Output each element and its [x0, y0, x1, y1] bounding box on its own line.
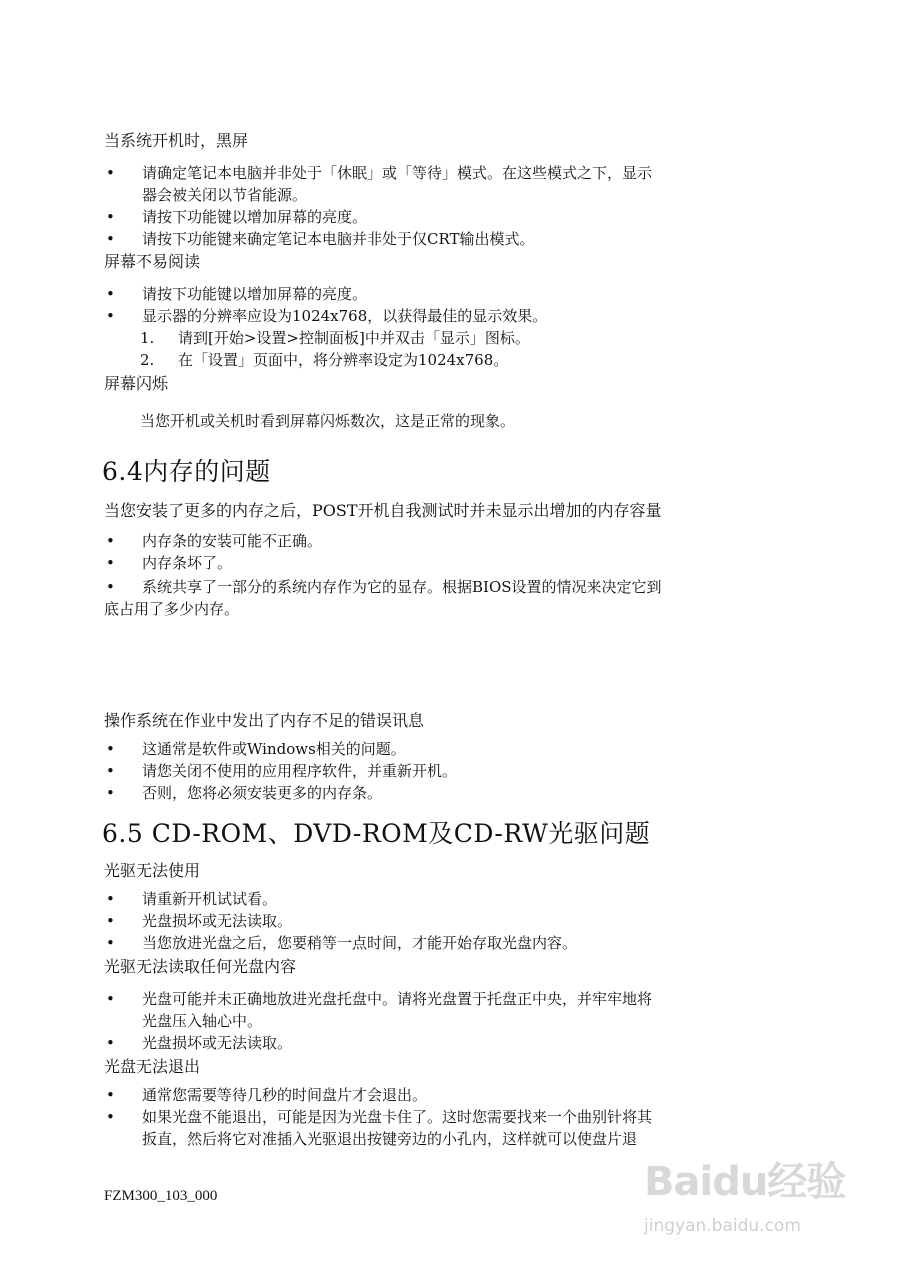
list-item-text: 通常您需要等待几秒的时间盘片才会退出。: [142, 1086, 428, 1104]
bullet-icon: •: [106, 784, 115, 802]
bullet-icon: •: [106, 1034, 115, 1052]
heading-screen-hard-to-read: 屏幕不易阅读: [104, 252, 201, 271]
heading-screen-flicker: 屏幕闪烁: [104, 374, 169, 393]
bullet-icon: •: [106, 164, 115, 182]
heading-black-screen: 当系统开机时，黑屏: [104, 131, 249, 150]
baidu-logo-icon: Baidu经验: [644, 1159, 846, 1205]
bullet-icon: •: [106, 532, 115, 550]
list-item-text: 光盘压入轴心中。: [142, 1012, 263, 1030]
list-item-text: 如果光盘不能退出，可能是因为光盘卡住了。这时您需要找来一个曲别针将其: [142, 1108, 653, 1126]
list-item-text: 光盘损坏或无法读取。: [142, 1034, 293, 1052]
baidu-jingyan-watermark: [644, 1150, 864, 1250]
bullet-icon: •: [106, 285, 115, 303]
bullet-icon: •: [106, 1108, 115, 1126]
list-item-continuation: 底占用了多少内存。: [104, 600, 240, 618]
numbered-item: [140, 327, 530, 349]
item-number: 1.: [140, 329, 155, 347]
list-item-text: 请确定笔记本电脑并非处于「休眠」或「等待」模式。在这些模式之下，显示: [142, 164, 653, 182]
list-item-text: 请您关闭不使用的应用程序软件，并重新开机。: [142, 762, 458, 780]
heading-drive-not-working: 光驱无法使用: [104, 861, 201, 880]
list-item-text: 器会被关闭以节省能源。: [142, 186, 308, 204]
bullet-icon: •: [106, 740, 115, 758]
list-item-text: 这通常是软件或Windows相关的问题。: [142, 740, 406, 758]
bullet-icon: •: [106, 230, 115, 248]
bullet-icon: •: [106, 307, 115, 325]
heading-cannot-read-disc: 光驱无法读取任何光盘内容: [104, 957, 297, 976]
list-item-text: 请按下功能键来确定笔记本电脑并非处于仅CRT输出模式。: [142, 230, 535, 248]
bullet-icon: •: [106, 554, 115, 572]
bullet-icon: •: [106, 912, 115, 930]
list-item-text: 请按下功能键以增加屏幕的亮度。: [142, 285, 368, 303]
numbered-item-text: 请到[开始>设置>控制面板]中并双击「显示」图标。: [178, 329, 530, 347]
paragraph: 当您开机或关机时看到屏幕闪烁数次，这是正常的现象。: [140, 412, 516, 430]
bullet-icon: •: [106, 208, 115, 226]
numbered-item: [140, 349, 508, 371]
page-footer-code: FZM300_103_000: [104, 1188, 218, 1204]
list-item-text: 当您放进光盘之后，您要稍等一点时间，才能开始存取光盘内容。: [142, 934, 578, 952]
list-item-text: 请按下功能键以增加屏幕的亮度。: [142, 208, 368, 226]
item-number: 2.: [140, 351, 155, 369]
heading-disc-not-eject: 光盘无法退出: [104, 1057, 201, 1076]
list-item-text: 扳直，然后将它对准插入光驱退出按键旁边的小孔内，这样就可以使盘片退: [142, 1130, 638, 1148]
watermark-url: jingyan.baidu.com: [644, 1216, 801, 1236]
section-title-memory: 6.4内存的问题: [102, 457, 271, 486]
list-item-text: 光盘损坏或无法读取。: [142, 912, 293, 930]
bullet-icon: •: [106, 990, 115, 1008]
bullet-icon: •: [106, 578, 115, 596]
list-item-text: 请重新开机试试看。: [142, 890, 278, 908]
list-item-text: 显示器的分辨率应设为1024x768，以获得最佳的显示效果。: [142, 307, 548, 325]
bullet-icon: •: [106, 1086, 115, 1104]
list-item-text: 系统共享了一部分的系统内存作为它的显存。根据BIOS设置的情况来决定它到: [142, 578, 662, 596]
list-item-text: 否则，您将必须安装更多的内存条。: [142, 784, 383, 802]
section-title-optical-drive: 6.5 CD-ROM、DVD-ROM及CD-RW光驱问题: [102, 819, 651, 848]
heading-memory-not-shown: 当您安装了更多的内存之后，POST开机自我测试时并未显示出增加的内存容量: [104, 501, 662, 520]
bullet-icon: •: [106, 762, 115, 780]
list-item-text: 内存条坏了。: [142, 554, 233, 572]
bullet-icon: •: [106, 890, 115, 908]
bullet-icon: •: [106, 934, 115, 952]
numbered-item-text: 在「设置」页面中，将分辨率设定为1024x768。: [178, 351, 509, 369]
heading-out-of-memory: 操作系统在作业中发出了内存不足的错误讯息: [104, 711, 425, 730]
list-item-text: 光盘可能并未正确地放进光盘托盘中。请将光盘置于托盘正中央，并牢牢地将: [142, 990, 653, 1008]
list-item-text: 内存条的安装可能不正确。: [142, 532, 323, 550]
